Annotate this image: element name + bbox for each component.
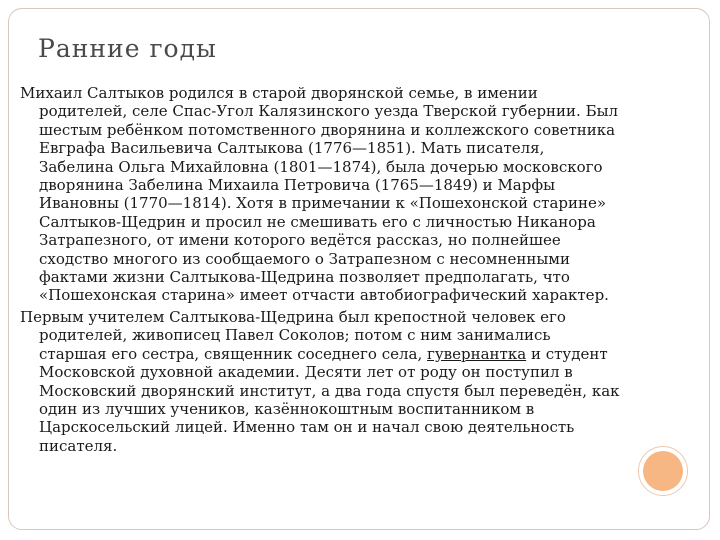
paragraph-2-text-before: Первым учителем Салтыкова-Щедрина был крепостной человек его родителей, живописец Павел Соколов; потом с ним занимались старшая его сестра, священник соседнего села, <box>20 307 566 363</box>
decorative-circle-icon <box>643 451 683 491</box>
governess-link[interactable]: гувернантка <box>427 344 527 363</box>
paragraph-2 <box>20 308 620 455</box>
slide-body <box>20 84 620 458</box>
slide-title: Ранние годы <box>38 34 217 63</box>
paragraph-1: Михаил Салтыков родился в старой дворянской семье, в имении родителей, селе Спас-Угол Калязинского уезда Тверской губернии. Был шестым ребёнком потомственного дворянина и коллежского советника Евграфа Васильевича Салтыкова (1776—1851). Мать писателя, Забелина Ольга Михайловна (1801—1874), была дочерью московского дворянина Забелина Михаила Петровича (1765—1849) и Марфы Ивановны (1770—1814). Хотя в примечании к «Пошехонской старине» Салтыков-Щедрин и просил не смешивать его с личностью Никанора Затрапезного, от имени которого ведётся рассказ, но полнейшее сходство многого из сообщаемого о Затрапезном с несомненными фактами жизни Салтыкова-Щедрина позволяет предполагать, что «Пошехонская старина» имеет отчасти автобиографический характер. <box>20 84 619 305</box>
paragraph-2-text-after: и студент Московской духовной академии. Десяти лет от роду он поступил в Московский дворянский институт, а два года спустя был переведён, как один из лучших учеников, казённокоштным воспитанником в Царскосельский лицей. Именно там он и начал свою деятельность писателя. <box>39 344 620 455</box>
